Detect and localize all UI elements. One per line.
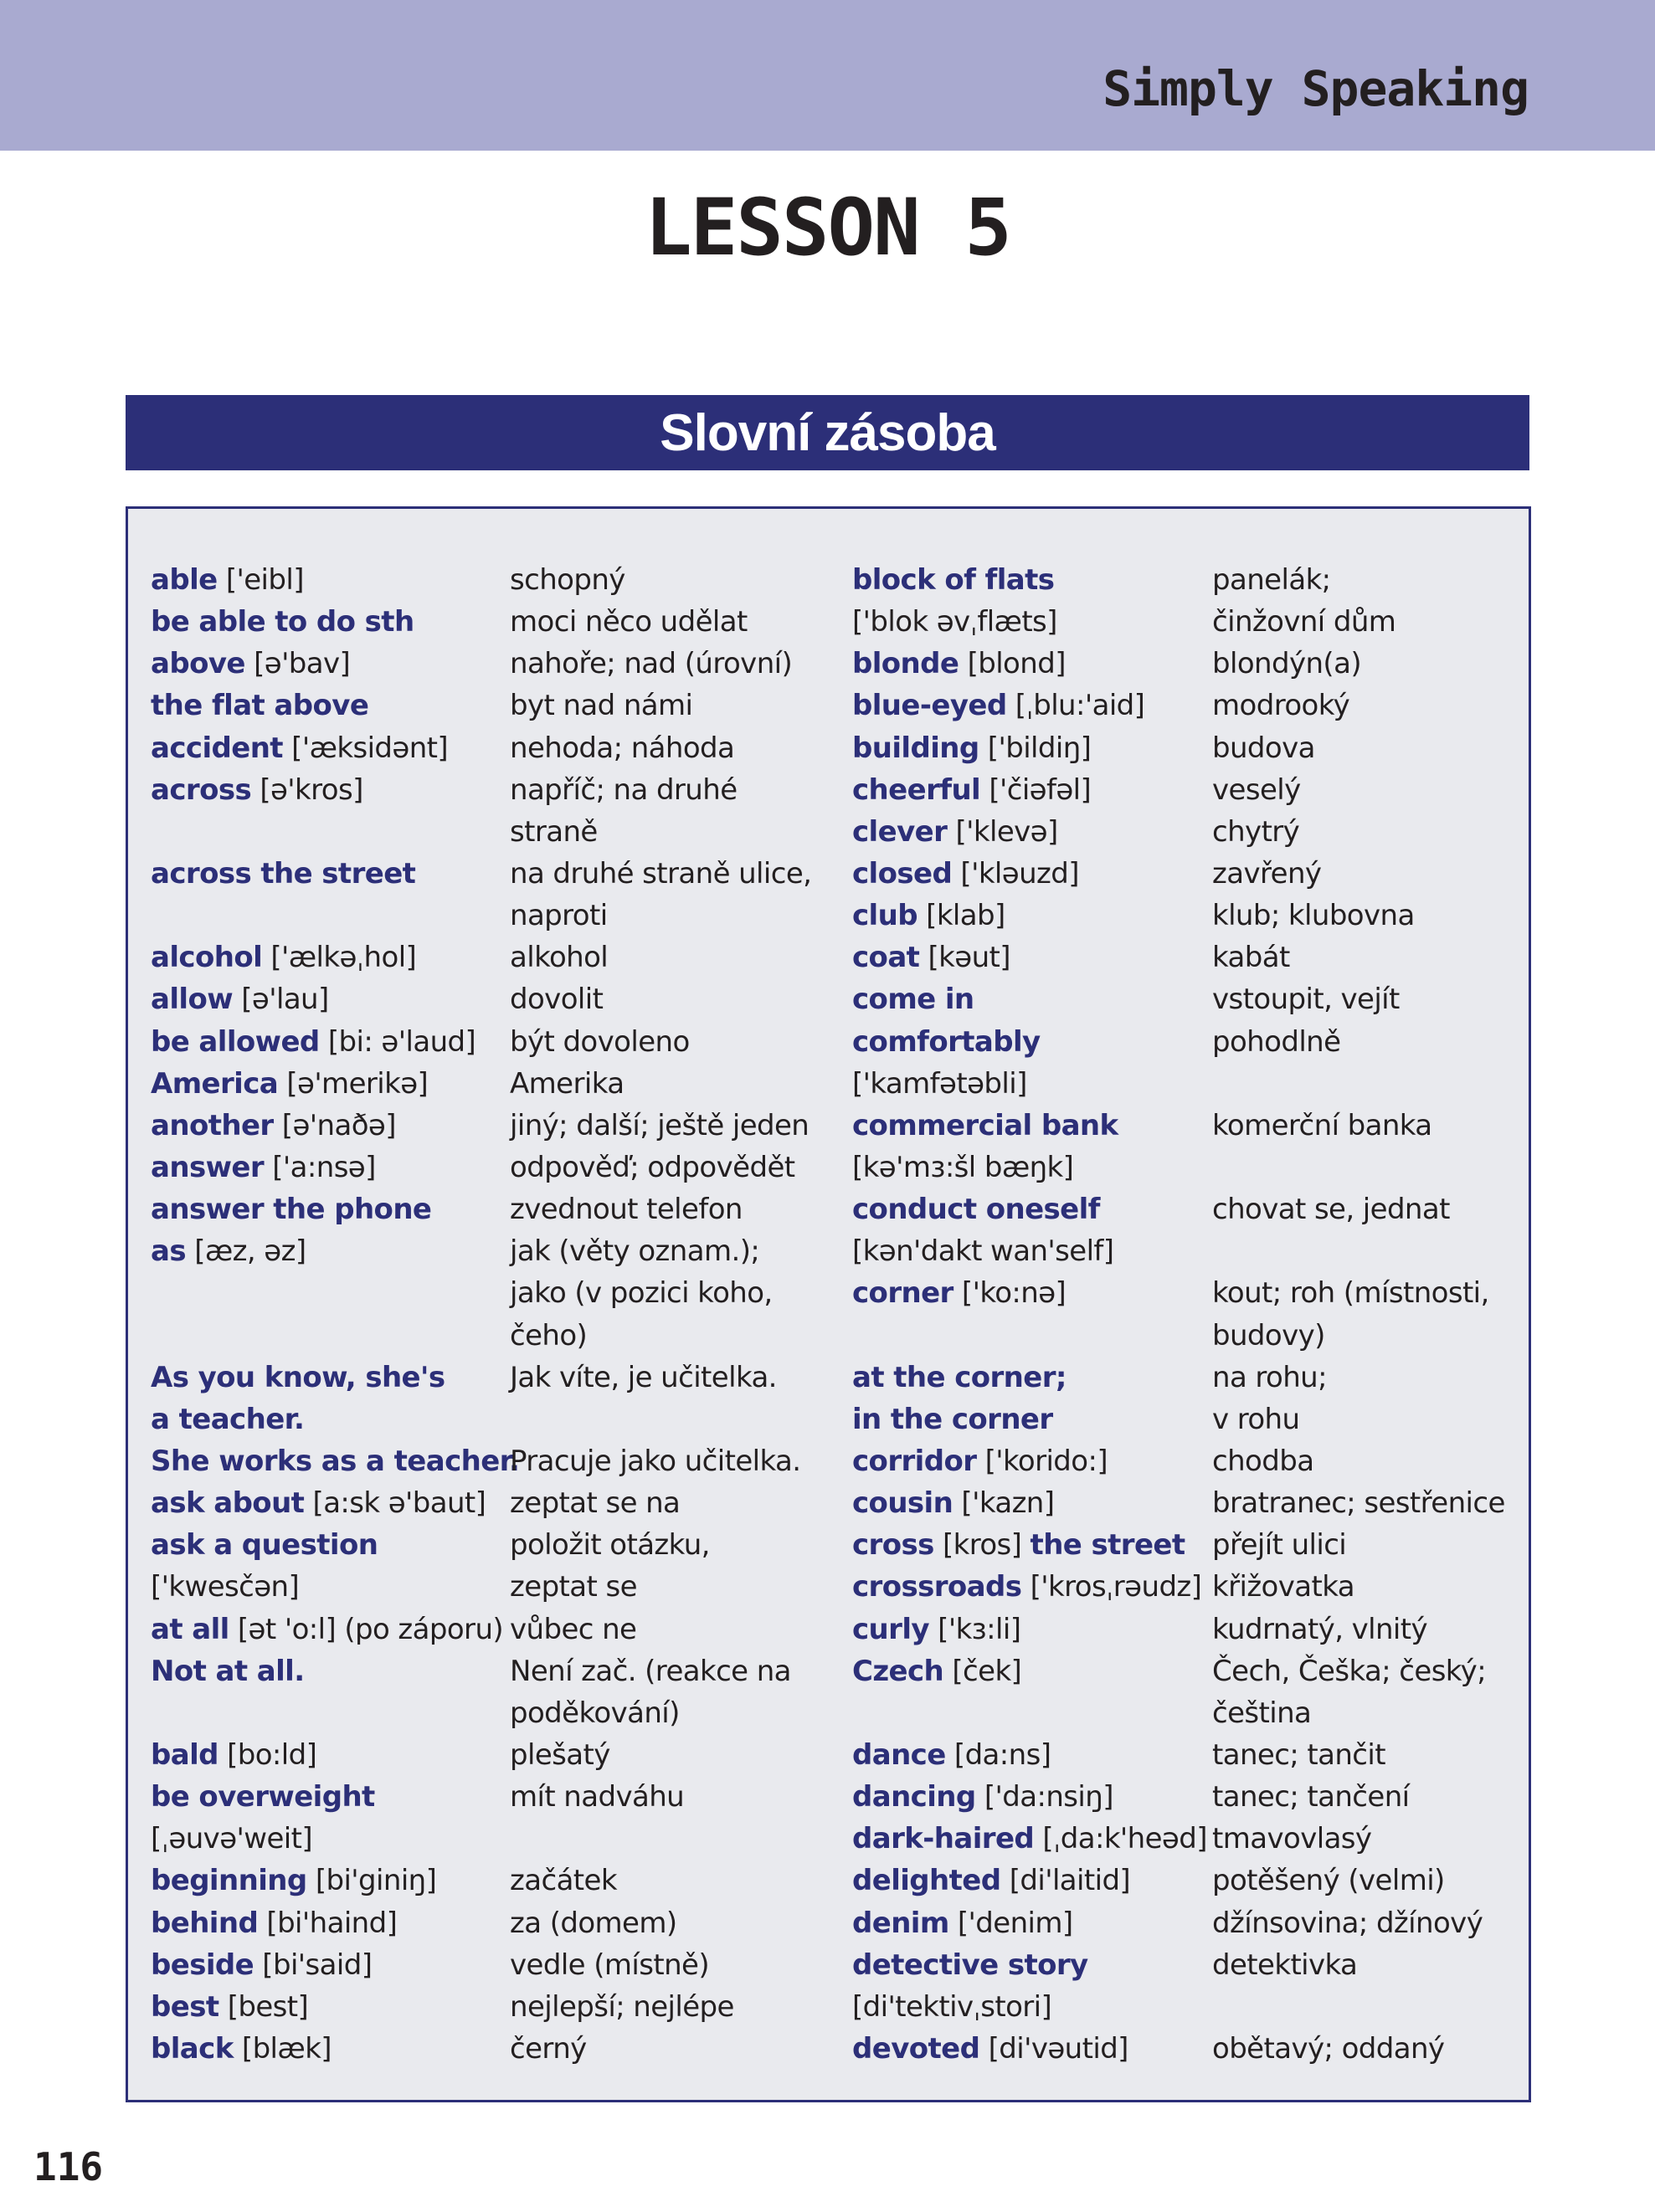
vocab-entry bbox=[852, 1188, 1204, 1230]
headword: bald bbox=[151, 1737, 218, 1772]
translation: jako (v pozici koho, bbox=[510, 1276, 773, 1311]
pronunciation: ['čiəfəl] bbox=[980, 772, 1092, 807]
headword: closed bbox=[852, 856, 953, 890]
vocab-entry bbox=[151, 1399, 486, 1440]
translation: položit otázku, bbox=[510, 1528, 710, 1563]
vocab-entry bbox=[852, 1609, 1204, 1650]
vocab-entry bbox=[151, 811, 486, 853]
headword: at the corner; bbox=[852, 1360, 1066, 1394]
pronunciation: ['krosˌrəudz] bbox=[1021, 1570, 1202, 1604]
headword: cousin bbox=[852, 1486, 953, 1521]
translation: kabát bbox=[1212, 941, 1290, 975]
czech-column-right bbox=[1212, 559, 1514, 2070]
vocab-entry bbox=[151, 1524, 486, 1566]
vocab-entry bbox=[852, 1440, 1204, 1482]
vocab-entry bbox=[151, 1272, 486, 1314]
headword: America bbox=[151, 1066, 279, 1101]
vocab-entry bbox=[151, 1440, 520, 1482]
headword: devoted bbox=[852, 2031, 980, 2066]
translation: komerční banka bbox=[1212, 1108, 1432, 1142]
translation bbox=[1212, 1147, 1514, 1188]
translation: bratranec; sestřenice bbox=[1212, 1486, 1505, 1521]
translation: byt nad námi bbox=[510, 689, 693, 723]
vocab-entry bbox=[151, 643, 486, 685]
vocab-entry bbox=[151, 1860, 486, 1901]
pronunciation: ['kwesčən] bbox=[151, 1570, 300, 1604]
translation: začátek bbox=[510, 1864, 617, 1898]
pronunciation: ['korido:] bbox=[976, 1444, 1108, 1478]
pronunciation: [bi'giniŋ] bbox=[306, 1864, 437, 1898]
headword: club bbox=[852, 899, 917, 933]
headword: dancing bbox=[852, 1780, 976, 1814]
headword: a teacher. bbox=[151, 1402, 305, 1436]
vocab-entry bbox=[852, 1818, 1207, 1860]
vocab-entry bbox=[151, 1650, 486, 1692]
translation: zeptat se na bbox=[510, 1486, 681, 1521]
translation: být dovoleno bbox=[510, 1024, 690, 1059]
headword: another bbox=[151, 1108, 274, 1142]
pronunciation: [blond] bbox=[959, 647, 1066, 681]
translation: zvednout telefon bbox=[510, 1193, 743, 1227]
headword: detective story bbox=[852, 1948, 1088, 1982]
pronunciation: [ˌəuvə'weit] bbox=[151, 1822, 313, 1856]
headword: blue-eyed bbox=[852, 689, 1007, 723]
translation: plešatý bbox=[510, 1737, 610, 1772]
headword: building bbox=[852, 731, 979, 765]
translation: moci něco udělat bbox=[510, 605, 748, 639]
translation: tmavovlasý bbox=[1212, 1822, 1372, 1856]
translation: nehoda; náhoda bbox=[510, 731, 735, 765]
translation: chodba bbox=[1212, 1444, 1314, 1478]
vocab-entry bbox=[852, 978, 1204, 1020]
headword: be allowed bbox=[151, 1024, 320, 1059]
headword: delighted bbox=[852, 1864, 1001, 1898]
headword: accident bbox=[151, 731, 283, 765]
pronunciation: ['æksidənt] bbox=[282, 731, 449, 765]
translation: klub; klubovna bbox=[1212, 899, 1415, 933]
vocab-entry bbox=[852, 1692, 1204, 1734]
pronunciation: [bi'said] bbox=[254, 1948, 373, 1982]
vocab-entry bbox=[852, 1105, 1204, 1147]
vocab-entry bbox=[852, 1147, 1204, 1188]
vocab-entry bbox=[151, 895, 486, 937]
headword: comfortably bbox=[852, 1024, 1041, 1059]
translation: chovat se, jednat bbox=[1212, 1193, 1450, 1227]
headword: corner bbox=[852, 1276, 953, 1311]
pronunciation: ['bildiŋ] bbox=[979, 731, 1092, 765]
headword: blonde bbox=[852, 647, 959, 681]
headword: coat bbox=[852, 941, 920, 975]
pronunciation: [klab] bbox=[917, 899, 1005, 933]
pronunciation: ['kləuzd] bbox=[952, 856, 1079, 890]
headword: ask about bbox=[151, 1486, 305, 1521]
headword-continuation: the street bbox=[1030, 1528, 1185, 1563]
headword: block of flats bbox=[852, 563, 1055, 597]
translation: Není zač. (reakce na bbox=[510, 1654, 791, 1688]
headword: ask a question bbox=[151, 1528, 378, 1563]
translation: mít nadváhu bbox=[510, 1780, 685, 1814]
pronunciation: [ə'naðə] bbox=[273, 1108, 396, 1142]
vocab-entry bbox=[852, 811, 1204, 853]
headword: curly bbox=[852, 1612, 929, 1646]
pronunciation: [bi: ə'laud] bbox=[319, 1024, 476, 1059]
headword: in the corner bbox=[852, 1402, 1053, 1436]
vocab-entry bbox=[852, 937, 1204, 978]
translation: dovolit bbox=[510, 983, 604, 1017]
headword: behind bbox=[151, 1906, 259, 1940]
pronunciation: ['kamfətəbli] bbox=[852, 1066, 1027, 1101]
pronunciation: [kən'dakt wan'self] bbox=[852, 1234, 1114, 1269]
translation: křižovatka bbox=[1212, 1570, 1354, 1604]
vocab-entry bbox=[151, 559, 486, 601]
vocab-entry bbox=[151, 1776, 486, 1818]
pronunciation: ['kɜ:li] bbox=[928, 1612, 1021, 1646]
headword: dance bbox=[852, 1737, 946, 1772]
section-title: Slovní zásoba bbox=[660, 403, 995, 462]
translation: na druhé straně ulice, bbox=[510, 856, 812, 890]
vocab-entry bbox=[852, 895, 1204, 937]
vocab-entry bbox=[852, 853, 1204, 895]
translation: jak (věty oznam.); bbox=[510, 1234, 760, 1269]
vocab-entry bbox=[151, 1986, 486, 2028]
headword: crossroads bbox=[852, 1570, 1022, 1604]
book-title: Simply Speaking bbox=[1102, 60, 1529, 117]
headword: as bbox=[151, 1234, 186, 1269]
pronunciation: [da:ns] bbox=[945, 1737, 1051, 1772]
translation: za (domem) bbox=[510, 1906, 677, 1940]
headword: come in bbox=[852, 983, 974, 1017]
headword: alcohol bbox=[151, 941, 263, 975]
translation: blondýn(a) bbox=[1212, 647, 1361, 681]
translation: panelák; bbox=[1212, 563, 1331, 597]
translation: Jak víte, je učitelka. bbox=[510, 1360, 777, 1394]
translation: potěšený (velmi) bbox=[1212, 1864, 1445, 1898]
pronunciation: [ˌblu:'aid] bbox=[1006, 689, 1145, 723]
pronunciation: ['denim] bbox=[948, 1906, 1073, 1940]
headword: cheerful bbox=[852, 772, 981, 807]
headword: best bbox=[151, 1989, 219, 2024]
pronunciation: ['ælkəˌhol] bbox=[262, 941, 417, 975]
vocab-entry bbox=[852, 1902, 1204, 1944]
headword: commercial bank bbox=[852, 1108, 1118, 1142]
translation: černý bbox=[510, 2031, 587, 2066]
headword: be overweight bbox=[151, 1780, 375, 1814]
translation: na rohu; bbox=[1212, 1360, 1327, 1394]
vocab-entry bbox=[151, 1063, 486, 1105]
vocab-entry bbox=[151, 1188, 486, 1230]
vocab-entry bbox=[852, 1986, 1204, 2028]
headword: beside bbox=[151, 1948, 254, 1982]
vocab-entry bbox=[852, 643, 1204, 685]
vocab-entry bbox=[852, 1063, 1204, 1105]
headword: clever bbox=[852, 814, 948, 849]
page-number: 116 bbox=[33, 2144, 104, 2189]
translation bbox=[510, 1818, 845, 1860]
pronunciation: ['ko:nə] bbox=[953, 1276, 1066, 1311]
vocab-entry bbox=[852, 727, 1204, 769]
translation: kout; roh (místnosti, bbox=[1212, 1276, 1489, 1311]
vocab-entry bbox=[151, 727, 486, 769]
vocab-entry bbox=[151, 1902, 486, 1944]
pronunciation: [kə'mɜ:šl bæŋk] bbox=[852, 1150, 1074, 1184]
vocab-entry bbox=[151, 2028, 486, 2070]
vocab-entry bbox=[151, 853, 486, 895]
headword: black bbox=[151, 2031, 234, 2066]
pronunciation: [ə'lau] bbox=[233, 983, 329, 1017]
pronunciation: [ˌda:k'heəd] bbox=[1034, 1822, 1207, 1856]
translation: budova bbox=[1212, 731, 1315, 765]
headword: conduct oneself bbox=[852, 1193, 1100, 1227]
headword: beginning bbox=[151, 1864, 307, 1898]
pronunciation: [bo:ld] bbox=[218, 1737, 317, 1772]
translation bbox=[510, 1399, 845, 1440]
vocab-entry bbox=[151, 1566, 486, 1608]
translation: činžovní dům bbox=[1212, 605, 1396, 639]
translation: budovy) bbox=[1212, 1318, 1325, 1352]
vocab-entry bbox=[852, 1021, 1204, 1063]
pronunciation: [a:sk ə'baut] bbox=[304, 1486, 486, 1521]
vocab-entry bbox=[852, 1230, 1204, 1272]
english-column-left bbox=[151, 559, 520, 2070]
translation: vstoupit, vejít bbox=[1212, 983, 1400, 1017]
translation: jiný; další; ještě jeden bbox=[510, 1108, 810, 1142]
vocab-entry bbox=[852, 2028, 1204, 2070]
vocab-entry bbox=[852, 1944, 1204, 1986]
vocab-entry bbox=[151, 1609, 504, 1650]
translation: poděkování) bbox=[510, 1696, 680, 1730]
vocab-entry bbox=[151, 1315, 486, 1357]
translation: straně bbox=[510, 814, 598, 849]
translation: detektivka bbox=[1212, 1948, 1358, 1982]
translation bbox=[1212, 1230, 1514, 1272]
vocab-entry bbox=[151, 1692, 486, 1734]
vocab-entry bbox=[852, 1482, 1204, 1524]
translation: veselý bbox=[1212, 772, 1301, 807]
english-column-right bbox=[852, 559, 1207, 2070]
vocab-entry bbox=[151, 1482, 486, 1524]
translation: odpověď; odpovědět bbox=[510, 1150, 795, 1184]
pronunciation: [ček] bbox=[943, 1654, 1022, 1688]
headword: Czech bbox=[852, 1654, 944, 1688]
headword: be able to do sth bbox=[151, 605, 414, 639]
translation: v rohu bbox=[1212, 1402, 1300, 1436]
lesson-title: LESSON 5 bbox=[645, 182, 1010, 274]
translation: Čech, Češka; český; bbox=[1212, 1654, 1487, 1688]
vocabulary-box bbox=[126, 506, 1531, 2102]
vocab-entry bbox=[852, 1272, 1204, 1314]
translation: pohodlně bbox=[1212, 1024, 1341, 1059]
pronunciation: ['kazn] bbox=[953, 1486, 1055, 1521]
translation: tanec; tančení bbox=[1212, 1780, 1410, 1814]
pronunciation: [best] bbox=[218, 1989, 309, 2024]
headword: answer bbox=[151, 1150, 265, 1184]
pronunciation: [ət 'o:l] (po záporu) bbox=[229, 1612, 504, 1646]
pronunciation: [ə'kros] bbox=[251, 772, 363, 807]
translation: schopný bbox=[510, 563, 625, 597]
vocab-entry bbox=[151, 1818, 486, 1860]
vocab-entry bbox=[151, 1734, 486, 1776]
vocab-entry bbox=[151, 1230, 486, 1272]
pronunciation: [æz, əz] bbox=[185, 1234, 306, 1269]
pronunciation: ['da:nsiŋ] bbox=[975, 1780, 1113, 1814]
vocab-entry bbox=[151, 978, 486, 1020]
translation: zavřený bbox=[1212, 856, 1322, 890]
pronunciation: [kəut] bbox=[919, 941, 1010, 975]
pronunciation: [blæk] bbox=[233, 2031, 332, 2066]
pronunciation: [di'laitid] bbox=[1000, 1864, 1131, 1898]
translation: zeptat se bbox=[510, 1570, 637, 1604]
vocab-entry bbox=[852, 559, 1204, 601]
vocab-entry bbox=[151, 1944, 486, 1986]
headword: across bbox=[151, 772, 252, 807]
vocab-entry bbox=[852, 1776, 1204, 1818]
translation: naproti bbox=[510, 899, 608, 933]
headword: able bbox=[151, 563, 218, 597]
vocab-entry bbox=[151, 1105, 486, 1147]
translation: kudrnatý, vlnitý bbox=[1212, 1612, 1428, 1646]
headword: across the street bbox=[151, 856, 416, 890]
headword: denim bbox=[852, 1906, 949, 1940]
vocab-entry bbox=[852, 769, 1204, 811]
pronunciation: [di'tektivˌstori] bbox=[852, 1989, 1052, 2024]
headword: corridor bbox=[852, 1444, 977, 1478]
translation: alkohol bbox=[510, 941, 609, 975]
pronunciation: [bi'haind] bbox=[258, 1906, 398, 1940]
translation: Pracuje jako učitelka. bbox=[510, 1444, 801, 1478]
pronunciation: [di'vəutid] bbox=[979, 2031, 1128, 2066]
translation: džínsovina; džínový bbox=[1212, 1906, 1483, 1940]
vocab-entry bbox=[852, 1734, 1204, 1776]
vocab-entry bbox=[852, 1650, 1204, 1692]
translation bbox=[1212, 1063, 1514, 1105]
pronunciation: [kros] bbox=[933, 1528, 1031, 1563]
translation: vůbec ne bbox=[510, 1612, 637, 1646]
vocab-entry bbox=[852, 1357, 1204, 1399]
vocab-entry bbox=[852, 1399, 1204, 1440]
vocab-entry bbox=[151, 1147, 486, 1188]
headword: at all bbox=[151, 1612, 229, 1646]
headword: the flat above bbox=[151, 689, 369, 723]
vocab-entry bbox=[852, 1524, 1204, 1566]
vocab-entry bbox=[151, 601, 486, 643]
translation: chytrý bbox=[1212, 814, 1300, 849]
translation: nejlepší; nejlépe bbox=[510, 1989, 734, 2024]
czech-column-left bbox=[510, 559, 845, 2070]
pronunciation: ['eibl] bbox=[217, 563, 304, 597]
headword: allow bbox=[151, 983, 234, 1017]
vocab-entry bbox=[151, 685, 486, 726]
pronunciation: ['blok əvˌflæts] bbox=[852, 605, 1057, 639]
translation: Amerika bbox=[510, 1066, 624, 1101]
headword: above bbox=[151, 647, 245, 681]
headword: Not at all. bbox=[151, 1654, 305, 1688]
translation: tanec; tančit bbox=[1212, 1737, 1385, 1772]
headword: dark-haired bbox=[852, 1822, 1035, 1856]
pronunciation: ['klevə] bbox=[947, 814, 1058, 849]
pronunciation: [ə'merikə] bbox=[278, 1066, 429, 1101]
vocab-entry bbox=[852, 1860, 1204, 1901]
pronunciation: ['a:nsə] bbox=[264, 1150, 376, 1184]
headword: As you know, she's bbox=[151, 1360, 445, 1394]
headword: She works as a teacher. bbox=[151, 1444, 520, 1478]
translation: čeština bbox=[1212, 1696, 1312, 1730]
vocab-entry bbox=[151, 769, 486, 811]
vocab-entry bbox=[852, 1566, 1204, 1608]
translation: modrooký bbox=[1212, 689, 1350, 723]
vocab-entry bbox=[151, 1357, 486, 1399]
headword: cross bbox=[852, 1528, 934, 1563]
pronunciation: [ə'bav] bbox=[244, 647, 351, 681]
translation: obětavý; oddaný bbox=[1212, 2031, 1445, 2066]
vocab-entry bbox=[151, 1021, 486, 1063]
translation bbox=[1212, 1986, 1514, 2028]
translation: napříč; na druhé bbox=[510, 772, 738, 807]
section-header bbox=[126, 395, 1529, 470]
vocab-entry bbox=[852, 601, 1204, 643]
header-band bbox=[0, 0, 1655, 151]
vocab-entry bbox=[852, 1315, 1204, 1357]
translation: vedle (místně) bbox=[510, 1948, 710, 1982]
translation: nahoře; nad (úrovní) bbox=[510, 647, 793, 681]
vocab-entry bbox=[151, 937, 486, 978]
vocab-entry bbox=[852, 685, 1204, 726]
translation: přejít ulici bbox=[1212, 1528, 1347, 1563]
headword: answer the phone bbox=[151, 1193, 432, 1227]
translation: čeho) bbox=[510, 1318, 588, 1352]
